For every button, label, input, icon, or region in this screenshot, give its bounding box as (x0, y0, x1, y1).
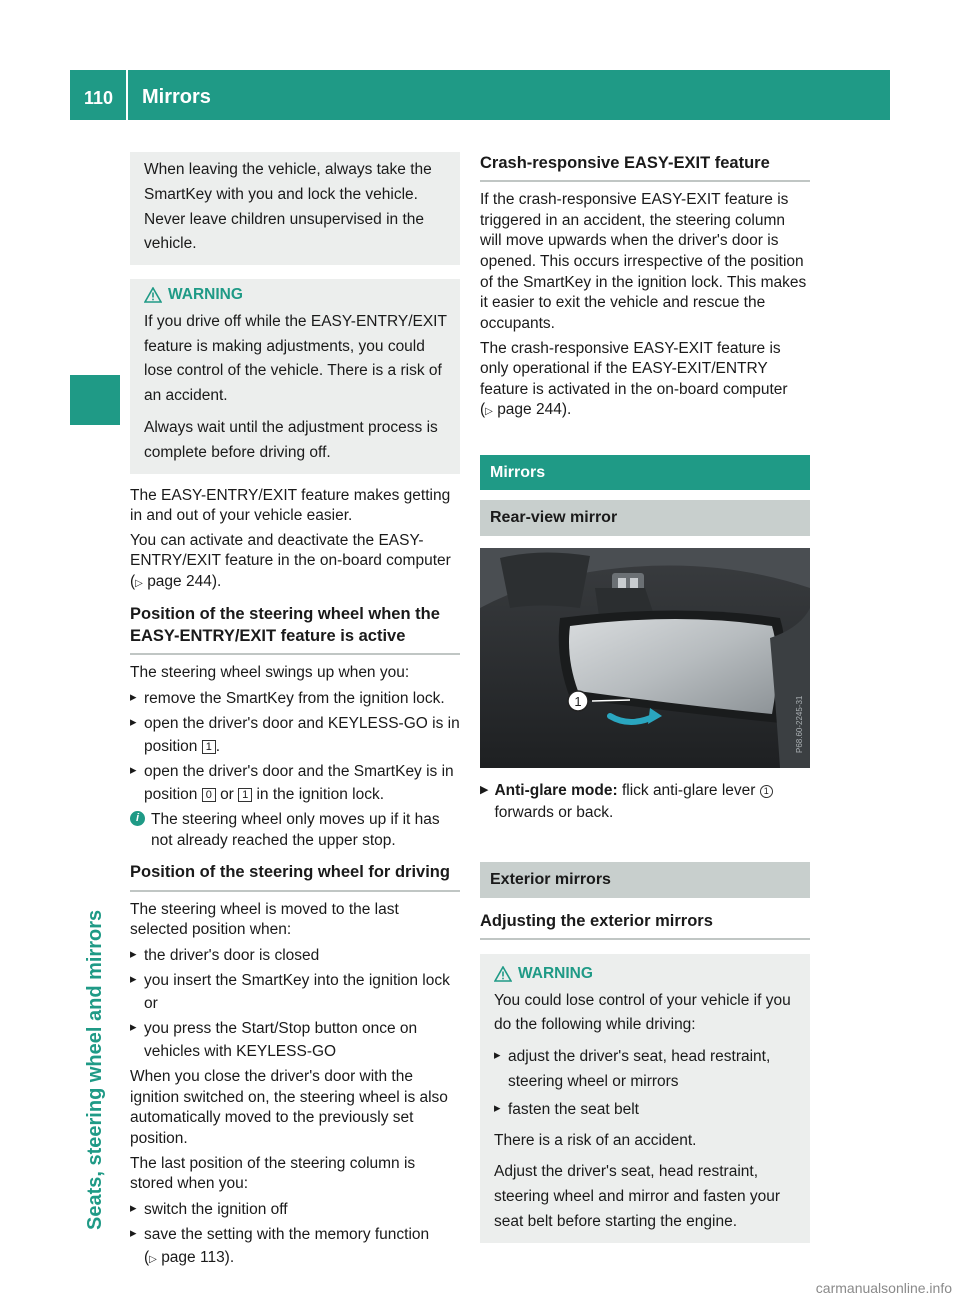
action-arrow-icon: ▶ (480, 783, 489, 796)
page-ref-icon: ▷ (135, 578, 143, 590)
list-item: ▸ switch the ignition off (130, 1199, 288, 1218)
bullet-icon: ▸ (130, 971, 137, 987)
bullet-icon: ▸ (130, 1199, 137, 1215)
note-text: When leaving the vehicle, always take the SmartKey with you and lock the vehicle. Never leave children unsupervised in the vehicle. (144, 161, 432, 253)
chapter-label: Seats, steering wheel and mirrors (84, 909, 106, 1230)
crash-text-2: The crash-responsive EASY-EXIT feature is only operational if the EASY-EXIT/ENTRY feature is activated in the on-board computer (▷ page 244). (480, 339, 788, 419)
left-column (130, 152, 460, 1273)
memory-list (130, 1199, 460, 1269)
section-band-rear-view: Rear-view mirror (480, 500, 810, 535)
mirror-illustration (480, 548, 810, 768)
intro-text-2: You can activate and deactivate the EASY-ENTRY/EXIT feature in the on-board computer (▷ page 244). (130, 531, 451, 591)
page-ref-icon: ▷ (485, 406, 493, 418)
list-item: ▸ save the setting with the memory function (▷ page 113). (130, 1225, 430, 1266)
watermark: carmanualsonline.info (815, 1280, 952, 1297)
bullet-icon: ▸ (130, 1019, 137, 1035)
list-item: ▸ you press the Start/Stop button once on vehicles with KEYLESS-GO (130, 1019, 418, 1060)
key-position-0-icon: 0 (202, 788, 216, 802)
rear-view-mirror-photo (480, 548, 810, 768)
callout-1-label: 1 (574, 693, 582, 709)
warning-heading (494, 964, 800, 985)
key-position-1-icon: 1 (202, 740, 216, 754)
warning-text-2: There is a risk of an accident. (494, 1131, 697, 1149)
warning-heading (144, 285, 450, 306)
list-item: ▸ open the driver's door and the SmartKey is in position 0 or 1 in the ignition lock. (130, 762, 454, 803)
section-band-mirrors: Mirrors (480, 455, 810, 490)
list-item: ▸ fasten the seat belt (494, 1099, 639, 1118)
bullet-icon: ▸ (130, 1225, 137, 1241)
intro-text-1: The EASY-ENTRY/EXIT feature makes getting in and out of your vehicle easier. (130, 486, 451, 525)
anti-glare-step: ▶ Anti-glare mode: flick anti-glare lever 1 forwards or back. (480, 780, 810, 825)
warning-text-3: Adjust the driver's seat, head restraint, steering wheel and mirror and fasten your seat belt before starting the engine. (494, 1163, 781, 1230)
close-door-text: When you close the driver's door with the ignition switched on, the steering wheel is also automatically moved to the previously set position. (130, 1068, 448, 1147)
list-item: ▸ you insert the SmartKey into the ignition lock or (130, 971, 450, 1012)
list-item: ▸ remove the SmartKey from the ignition lock. (130, 688, 445, 707)
page-number: 110 (84, 88, 114, 108)
list-item: ▸ adjust the driver's seat, head restraint, steering wheel or mirrors (494, 1047, 771, 1090)
bullet-icon: ▸ (494, 1047, 501, 1063)
warning-box (130, 279, 460, 473)
moved-text: The steering wheel is moved to the last selected position when: (130, 900, 399, 939)
section-band-exterior: Exterior mirrors (480, 862, 810, 897)
right-column (480, 152, 810, 1243)
bullet-icon: ▸ (130, 762, 137, 778)
warning-title: WARNING (168, 286, 243, 304)
warning-title: WARNING (518, 964, 593, 982)
warning-triangle-icon (144, 287, 162, 303)
crash-text-1: If the crash-responsive EASY-EXIT feature is triggered in an accident, the steering column will move upwards when the driver's door is opened. This occurs irrespective of the position of the SmartKey in the ignition lock. This makes it easier to exit the vehicle and rescue the occupants. (480, 191, 807, 332)
last-position-text: The last position of the steering column is stored when you: (130, 1154, 416, 1193)
heading-adjust-exterior: Adjusting the exterior mirrors (480, 910, 810, 940)
warning-triangle-icon (494, 966, 512, 982)
anti-glare-label: Anti-glare mode: (494, 781, 618, 799)
warning-box (480, 954, 810, 1243)
info-text: The steering wheel only moves up if it has not already reached the upper stop. (151, 811, 440, 849)
photo-code: P68.60-2245-31 (795, 695, 804, 753)
page-ref-link[interactable]: page 244). (147, 573, 222, 591)
key-position-1-icon: 1 (238, 788, 252, 802)
swings-text: The steering wheel swings up when you: (130, 664, 410, 682)
callout-1-icon: 1 (760, 785, 773, 798)
swings-list (130, 688, 460, 806)
chapter-tab (70, 375, 120, 425)
warning-text-1: If you drive off while the EASY-ENTRY/EXIT feature is making adjustments, you could lose control of the vehicle. There is a risk of an accident. (144, 312, 447, 405)
warning-text-2: Always wait until the adjustment process is complete before driving off. (144, 418, 438, 461)
warning-text-1: You could lose control of your vehicle if you do the following while driving: (494, 991, 791, 1034)
list-item: ▸ the driver's door is closed (130, 945, 320, 964)
bullet-icon: ▸ (494, 1099, 501, 1115)
section-title: Mirrors (142, 86, 211, 108)
bullet-icon: ▸ (130, 945, 137, 961)
page-ref-link[interactable]: page 244). (497, 401, 572, 419)
info-note (130, 810, 460, 851)
bullet-icon: ▸ (130, 714, 137, 730)
info-icon: i (130, 811, 145, 826)
heading-crash-exit: Crash-responsive EASY-EXIT feature (480, 152, 810, 182)
heading-steering-active: Position of the steering wheel when the EASY-ENTRY/EXIT feature is active (130, 603, 460, 656)
page-ref-link[interactable]: page 113). (161, 1248, 235, 1266)
list-item: ▸ open the driver's door and KEYLESS-GO is in position 1 . (130, 714, 460, 755)
bullet-icon: ▸ (130, 688, 137, 704)
heading-steering-driving: Position of the steering wheel for driving (130, 861, 460, 891)
page-ref-icon: ▷ (149, 1253, 157, 1265)
header-divider (126, 70, 128, 120)
moved-list (130, 945, 460, 1063)
note-box (130, 152, 460, 265)
page-header (70, 70, 890, 120)
warning-list (494, 1045, 800, 1122)
